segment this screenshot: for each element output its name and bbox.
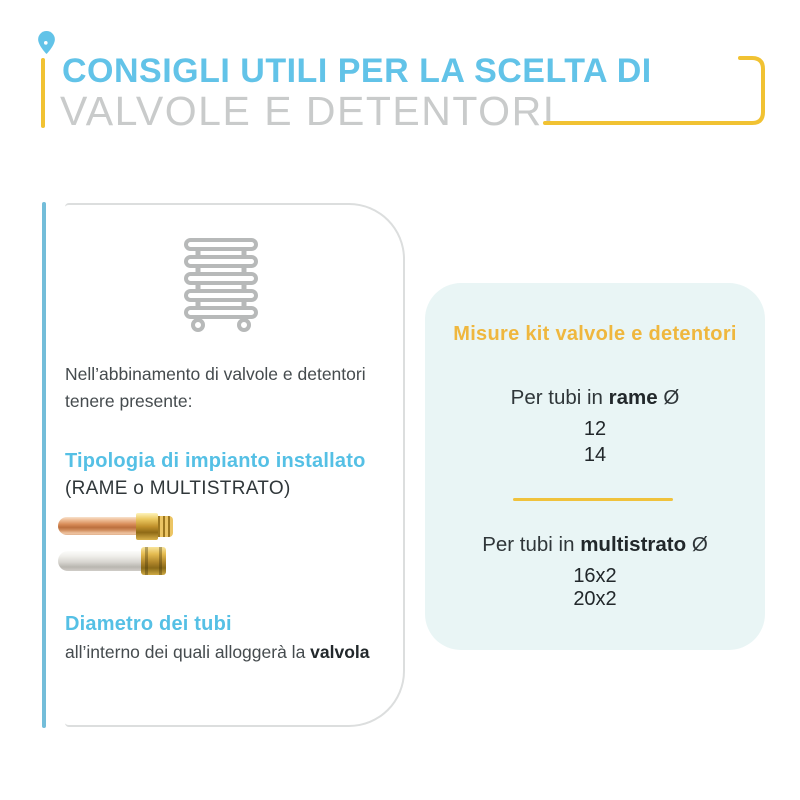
intro-line-1: Nell’abbinamento di valvole e detentori <box>65 364 366 384</box>
copper-pipe-image <box>58 513 173 540</box>
copper-heading-bold: rame <box>608 386 658 409</box>
multilayer-heading-prefix: Per tubi in <box>482 533 581 556</box>
location-pin-icon <box>38 31 55 54</box>
point1-title: Tipologia di impianto installato <box>65 450 366 472</box>
diameter-symbol: Ø <box>657 386 680 409</box>
point1-subtitle: (RAME o MULTISTRATO) <box>65 478 291 499</box>
point2-title: Diametro dei tubi <box>65 613 232 635</box>
multilayer-tube <box>58 551 143 571</box>
point2-text <box>65 642 370 663</box>
brass-fitting <box>141 547 166 575</box>
point2-text-prefix: all’interno dei quali alloggerà la <box>65 642 311 662</box>
copper-tube <box>58 517 138 535</box>
page-subtitle: VALVOLE E DETENTORI <box>60 88 556 134</box>
title-accent-bar <box>41 58 45 128</box>
fitting-ring <box>159 547 162 575</box>
diameter-symbol: Ø <box>686 533 708 556</box>
sizes-card-title: Misure kit valvole e detentori <box>453 323 737 345</box>
brass-nut <box>136 513 158 540</box>
multilayer-size-value: 16x2 <box>573 565 617 587</box>
point2-text-bold: valvola <box>310 642 370 662</box>
copper-sizes-heading <box>425 386 765 410</box>
multilayer-heading-bold: multistrato <box>580 533 687 556</box>
intro-text <box>65 361 366 415</box>
copper-size-value: 14 <box>583 444 607 466</box>
card-accent-line <box>42 202 46 728</box>
multilayer-sizes-heading <box>425 533 765 557</box>
fitting-ring <box>145 547 148 575</box>
radiator-icon <box>183 237 259 333</box>
page-title: CONSIGLI UTILI PER LA SCELTA DI <box>62 52 652 90</box>
multilayer-size-value: 20x2 <box>573 588 617 610</box>
sizes-card <box>425 283 765 650</box>
multilayer-pipe-image <box>58 547 173 575</box>
intro-line-2: tenere presente: <box>65 391 193 411</box>
advice-card <box>65 203 405 727</box>
copper-size-value: 12 <box>583 418 607 440</box>
copper-heading-prefix: Per tubi in <box>510 386 609 409</box>
brass-thread <box>158 516 173 537</box>
title-bracket-decoration <box>535 50 769 130</box>
sizes-divider <box>513 498 673 501</box>
